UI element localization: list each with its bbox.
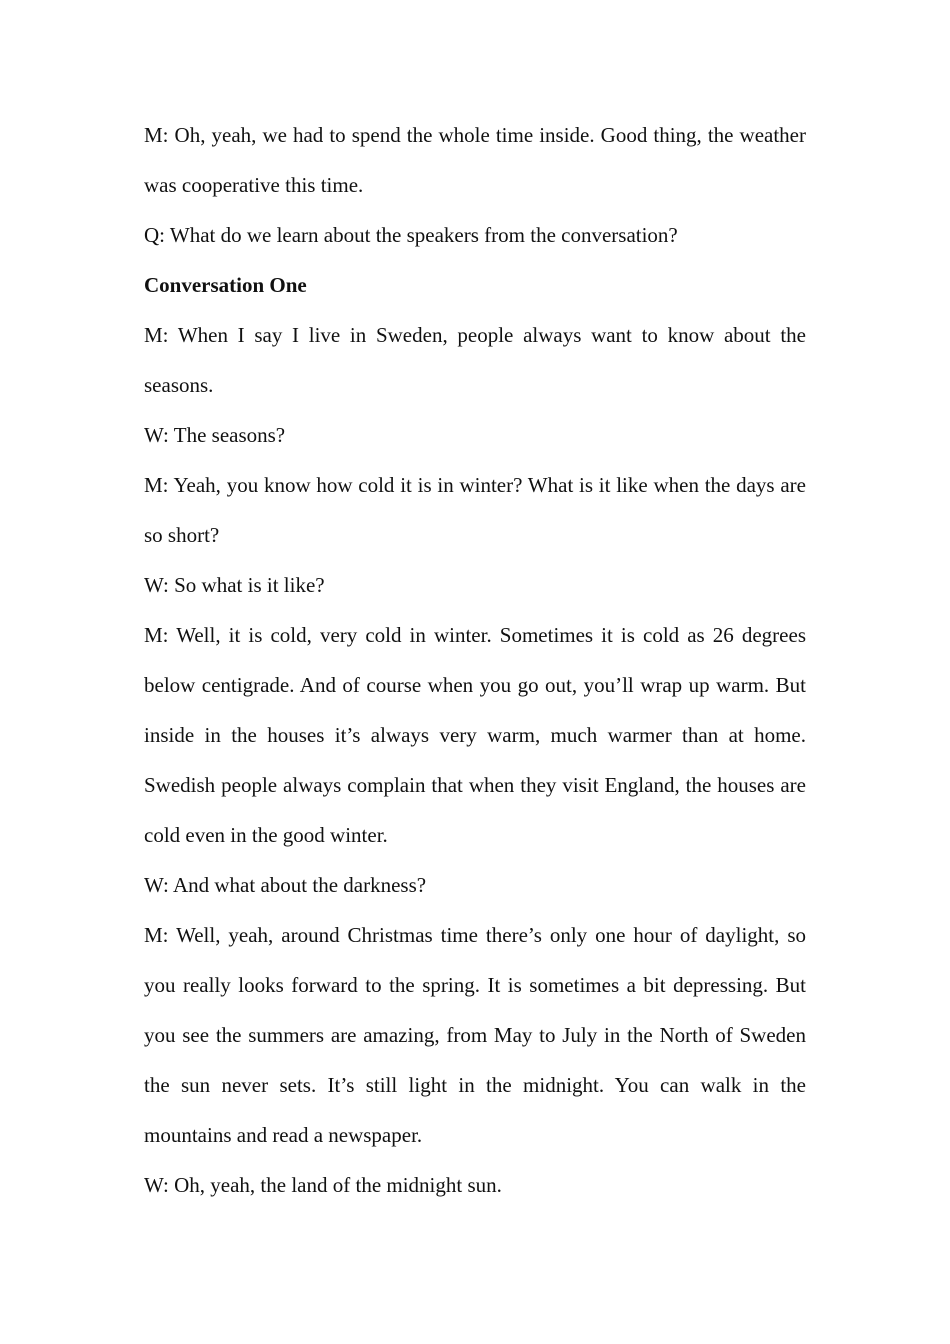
section-heading: Conversation One [144,273,307,297]
dialogue-line: W: So what is it like? [144,573,325,597]
dialogue-line: M: Oh, yeah, we had to spend the whole time inside. Good thing, the weather was cooperative this time. [144,123,806,197]
dialogue-line: W: The seasons? [144,423,286,447]
dialogue-line: M: Yeah, you know how cold it is in winter? What is it like when the days are so short? [144,473,806,547]
dialogue-line: W: And what about the darkness? [144,873,427,897]
dialogue-line: M: Well, yeah, around Christmas time there’s only one hour of daylight, so you really looks forward to the spring. It is sometimes a bit depressing. But you see the summers are amazing, from May to July in the North of Sweden the sun never sets. It’s still light in the midnight. You can walk in the mountains and read a newspaper. [144,923,806,1147]
document-body [144,110,806,1210]
dialogue-line: M: Well, it is cold, very cold in winter. Sometimes it is cold as 26 degrees below centigrade. And of course when you go out, you’ll wrap up warm. But inside in the houses it’s always very warm, much warmer than at home. Swedish people always complain that when they visit England, the houses are cold even in the good winter. [144,623,806,847]
dialogue-line: M: When I say I live in Sweden, people always want to know about the seasons. [144,323,806,397]
question-line: Q: What do we learn about the speakers from the conversation? [144,223,678,247]
dialogue-line: W: Oh, yeah, the land of the midnight sun. [144,1173,502,1197]
